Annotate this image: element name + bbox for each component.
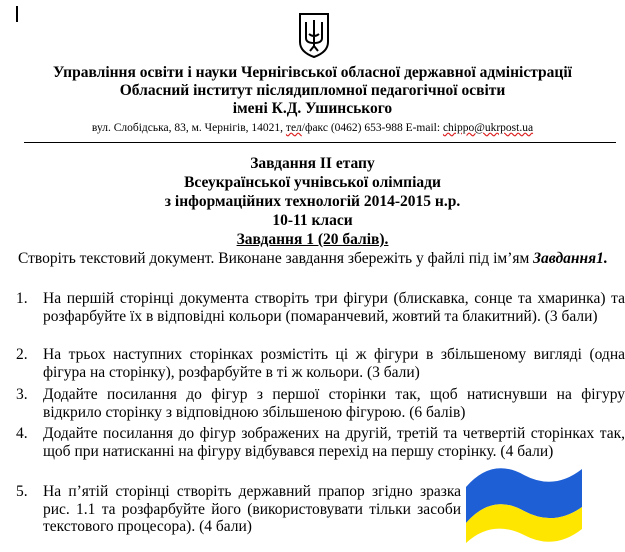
header-divider	[24, 142, 616, 143]
title-line-3: з інформаційних технологій 2014-2015 н.р.	[164, 193, 461, 210]
address-tel: тел	[285, 122, 302, 134]
task-heading: Завдання 1 (20 балів).	[236, 231, 389, 248]
list-item-text: Додайте посилання до фігур з першої сторінки так, щоб натиснувши на фігуру відкрило сторінку з відповідною збільшеною фігурою. (6 балів)	[43, 386, 625, 421]
address-pre: вул. Слобідська, 83, м. Чернігів, 14021,	[91, 122, 286, 134]
list-item-number: 5.	[16, 483, 28, 500]
list-item-text: На першій сторінці документа створіть три фігури (блискавка, сонце та хмаринка) та розфарбуйте їх в відповідні кольори (помаранчевий, жовтий та блакитний). (3 бали)	[43, 290, 625, 325]
title-line-2: Всеукраїнської учнівської олімпіади	[184, 174, 441, 191]
header-line-2: Обласний інститут післядипломної педагогічної освіти	[119, 82, 506, 99]
list-item-text: На п’ятій сторінці створіть державний прапор згідно зразка рис. 1.1 та розфарбуйте його (використовувати тільки засоби текстового процесора). (4 бали)	[43, 483, 461, 535]
title-line-1: Завдання ІІ етапу	[250, 155, 375, 172]
text-cursor	[16, 6, 18, 22]
list-item-number: 4.	[16, 425, 28, 442]
email-link[interactable]: chippo@ukrpost.ua	[442, 122, 534, 134]
title-line-4: 10-11 класи	[272, 212, 353, 229]
ukraine-flag-image	[464, 463, 584, 545]
list-item-text: На трьох наступних сторінках розмістіть ці ж фігури в збільшеному вигляді (одна фігура на сторінку), розфарбуйте в ті ж кольори. (3 бали)	[43, 346, 625, 381]
address-line	[0, 121, 625, 135]
header-line-3: імені К.Д. Ушинського	[232, 100, 393, 117]
list-item-number: 1.	[16, 290, 28, 307]
list-item-number: 3.	[16, 386, 28, 403]
list-item-text: Додайте посилання до фігур зображених на другій, третій та четвертій сторінках так, щоб при натисканні на фігуру відбувався перехід на першу сторінку. (4 бали)	[43, 425, 625, 460]
intro-paragraph	[18, 250, 613, 268]
intro-text: Створіть текстовий документ. Виконане завдання збережіть у файлі під ім’ям	[18, 250, 534, 267]
list-item-number: 2.	[16, 346, 28, 363]
address-mid: /факс (0462) 653-988 E-mail:	[301, 122, 443, 134]
intro-filename: Завдання1.	[533, 250, 608, 267]
header-line-1: Управління освіти і науки Чернігівської обласної державної адміністрації	[53, 64, 572, 81]
trident-emblem-icon	[297, 12, 331, 58]
